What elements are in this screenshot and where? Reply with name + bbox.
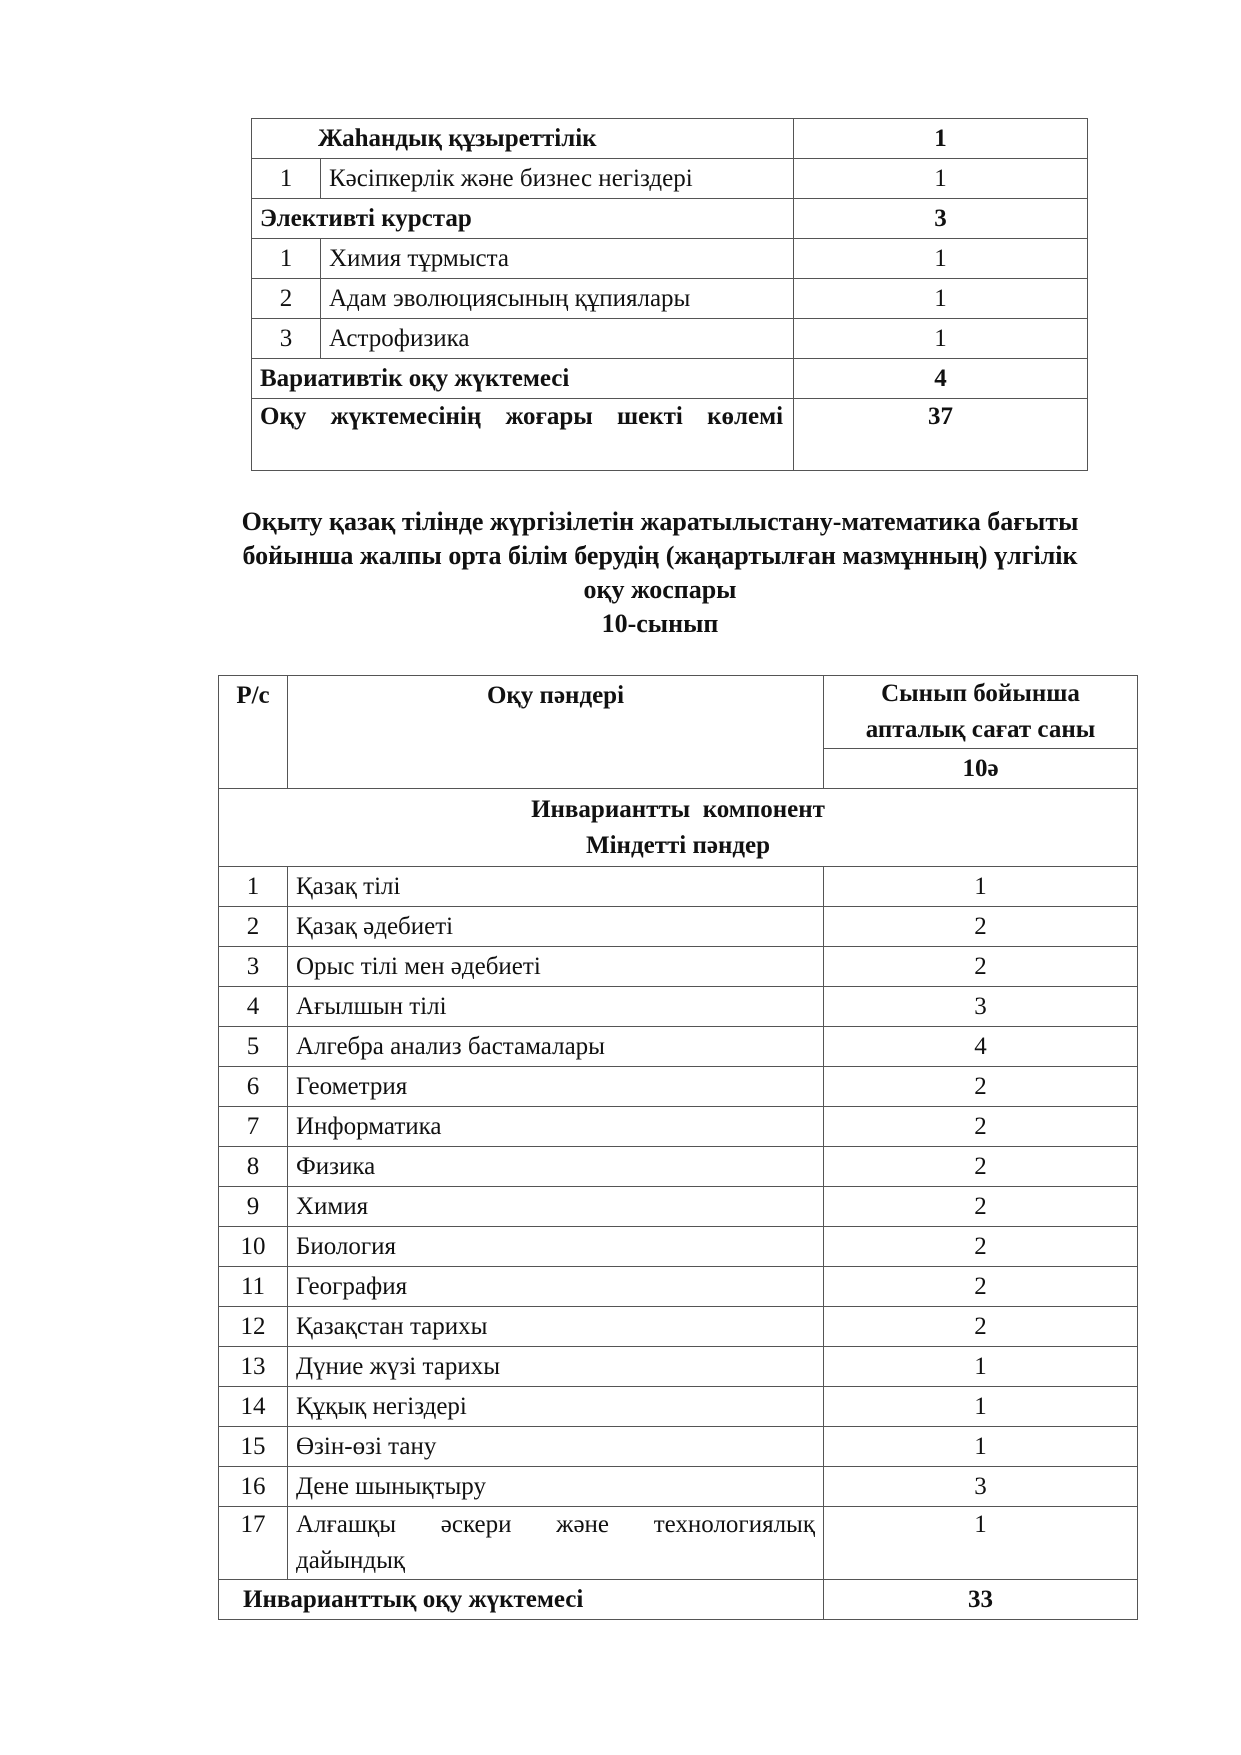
- table-row: [219, 1187, 1138, 1227]
- subject-hours: 4: [824, 1027, 1138, 1067]
- subject-hours: 3: [824, 1467, 1138, 1507]
- subject-name: Алгебра анализ бастамалары: [288, 1027, 824, 1067]
- table-row: [219, 1347, 1138, 1387]
- table-row: [252, 279, 1088, 319]
- total-hours: 37: [794, 399, 1088, 471]
- subject-hours: 1: [794, 239, 1088, 279]
- total-label: Инварианттық оқу жүктемесі: [219, 1580, 824, 1620]
- table-row: [219, 907, 1138, 947]
- subject-hours: 1: [824, 1347, 1138, 1387]
- section-title: Инвариантты компонент: [531, 795, 825, 823]
- section-hours: 1: [794, 119, 1088, 159]
- row-number: 17: [219, 1507, 288, 1580]
- subject-name: Қазақ әдебиеті: [288, 907, 824, 947]
- subject-hours: 1: [824, 1507, 1138, 1580]
- table-row: [219, 1267, 1138, 1307]
- table-row: [252, 399, 1088, 471]
- subject-hours: 2: [824, 1067, 1138, 1107]
- subject-hours: 3: [824, 987, 1138, 1027]
- subject-name: Ағылшын тілі: [288, 987, 824, 1027]
- subject-hours: 2: [824, 1187, 1138, 1227]
- variative-load-table: [251, 118, 1088, 471]
- subject-name: Химия: [288, 1187, 824, 1227]
- row-number: 3: [252, 319, 321, 359]
- subject-name: География: [288, 1267, 824, 1307]
- total-label: Оқу жүктемесінің жоғары шекті көлемі: [252, 399, 794, 471]
- total-label: Вариативтік оқу жүктемесі: [252, 359, 794, 399]
- subject-name: Адам эволюциясының құпиялары: [321, 279, 794, 319]
- header-number: Р/с: [219, 676, 288, 789]
- title-line: Оқыту қазақ тілінде жүргізілетін жаратылыстану-математика бағыты: [241, 507, 1079, 536]
- table-row: [219, 1227, 1138, 1267]
- subject-name: Физика: [288, 1147, 824, 1187]
- row-number: 11: [219, 1267, 288, 1307]
- subject-name: Биология: [288, 1227, 824, 1267]
- row-number: 9: [219, 1187, 288, 1227]
- section-hours: 3: [794, 199, 1088, 239]
- subject-hours: 2: [824, 1227, 1138, 1267]
- row-number: 1: [252, 239, 321, 279]
- header-row: [219, 676, 1138, 749]
- row-number: 14: [219, 1387, 288, 1427]
- subject-name: Дене шынықтыру: [288, 1467, 824, 1507]
- total-hours: 4: [794, 359, 1088, 399]
- row-number: 15: [219, 1427, 288, 1467]
- subject-name: Кәсіпкерлік және бизнес негіздері: [321, 159, 794, 199]
- subject-hours: 2: [824, 1267, 1138, 1307]
- row-number: 1: [252, 159, 321, 199]
- table-row: [219, 1427, 1138, 1467]
- subject-hours: 2: [824, 1147, 1138, 1187]
- section-subtitle: Міндетті пәндер: [586, 831, 770, 859]
- row-number: 12: [219, 1307, 288, 1347]
- table-row: [252, 359, 1088, 399]
- table-row: [219, 1507, 1138, 1580]
- row-number: 2: [252, 279, 321, 319]
- subject-name: Қазақстан тарихы: [288, 1307, 824, 1347]
- title-line: бойынша жалпы орта білім берудің (жаңартылған мазмұнның) үлгілік: [242, 541, 1078, 570]
- section-row: [219, 789, 1138, 867]
- section-label: Элективті курстар: [252, 199, 794, 239]
- subject-name: Өзін-өзі тану: [288, 1427, 824, 1467]
- total-hours: 33: [824, 1580, 1138, 1620]
- row-number: 5: [219, 1027, 288, 1067]
- header-hours: Сынып бойынша апталық сағат саны: [824, 676, 1138, 749]
- subject-hours: 1: [824, 1427, 1138, 1467]
- page-title: [150, 505, 1170, 641]
- row-number: 2: [219, 907, 288, 947]
- subject-hours: 1: [794, 319, 1088, 359]
- subject-hours: 2: [824, 1107, 1138, 1147]
- header-subject: Оқу пәндері: [288, 676, 824, 789]
- table-row: [219, 947, 1138, 987]
- row-number: 4: [219, 987, 288, 1027]
- subject-name: Қазақ тілі: [288, 867, 824, 907]
- table-row: [219, 1067, 1138, 1107]
- table-row: [219, 1027, 1138, 1067]
- subject-name: Геометрия: [288, 1067, 824, 1107]
- subject-hours: 2: [824, 947, 1138, 987]
- subject-name: Астрофизика: [321, 319, 794, 359]
- table-row: [219, 1387, 1138, 1427]
- subject-hours: 1: [824, 1387, 1138, 1427]
- row-number: 8: [219, 1147, 288, 1187]
- header-grade: 10ә: [824, 749, 1138, 789]
- table-row: [252, 199, 1088, 239]
- subject-hours: 2: [824, 1307, 1138, 1347]
- table-row: [219, 987, 1138, 1027]
- row-number: 6: [219, 1067, 288, 1107]
- subject-hours: 1: [824, 867, 1138, 907]
- table-row: [219, 1467, 1138, 1507]
- subject-name: Құқық негіздері: [288, 1387, 824, 1427]
- subject-hours: 1: [794, 159, 1088, 199]
- subject-name: Химия тұрмыста: [321, 239, 794, 279]
- table-row: [219, 1307, 1138, 1347]
- subject-name: Алғашқы әскери және технологиялық дайындық: [288, 1507, 824, 1580]
- row-number: 7: [219, 1107, 288, 1147]
- row-number: 3: [219, 947, 288, 987]
- table-row: [252, 319, 1088, 359]
- title-line: оқу жоспары: [583, 575, 737, 604]
- subject-name: Информатика: [288, 1107, 824, 1147]
- table-row: [252, 159, 1088, 199]
- table-row: [219, 867, 1138, 907]
- row-number: 10: [219, 1227, 288, 1267]
- table-row: [252, 239, 1088, 279]
- section-heading: [219, 789, 1138, 867]
- curriculum-table: [218, 675, 1138, 1620]
- grade-heading: 10-сынып: [601, 609, 719, 638]
- table-row: [219, 1107, 1138, 1147]
- table-row: [252, 119, 1088, 159]
- row-number: 13: [219, 1347, 288, 1387]
- subject-hours: 1: [794, 279, 1088, 319]
- table-row: [219, 1147, 1138, 1187]
- subject-hours: 2: [824, 907, 1138, 947]
- row-number: 1: [219, 867, 288, 907]
- subject-name: Дүние жүзі тарихы: [288, 1347, 824, 1387]
- section-label: Жаһандық құзыреттілік: [252, 119, 794, 159]
- subject-name: Орыс тілі мен әдебиеті: [288, 947, 824, 987]
- row-number: 16: [219, 1467, 288, 1507]
- total-row: [219, 1580, 1138, 1620]
